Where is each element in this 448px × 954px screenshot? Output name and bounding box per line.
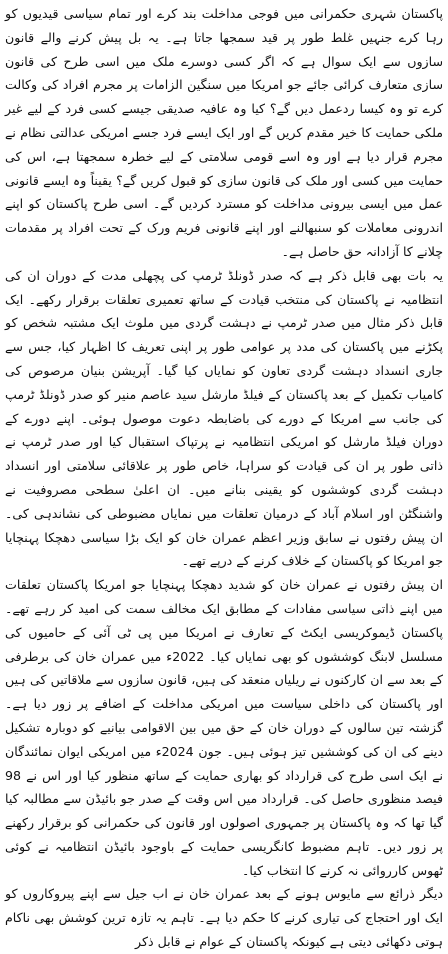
article-paragraph-1: پاکستان شہری حکمرانی میں فوجی مداخلت بند کرے اور تمام سیاسی قیدیوں کو رہا کرے جنہیں غلط طور پر قید سمجھا جاتا ہے۔ یہ بل پیش کرنے والے قانون سازوں سے ایک سوال ہے کہ اگر کسی دوسرے ملک میں اسی طرح کی قانون سازی متعارف کرائی جائے جو امریکا میں سنگین الزامات پر مجرم افراد کی وکالت کرے تو وہ کیسا ردعمل دیں گے؟ کیا وہ عافیہ صدیقی جیسے کسی فرد کے لیے غیر ملکی حمایت کا خیر مقدم کریں گے اور ایک ایسے فرد جسے امریکی عدالتی نظام نے مجرم قرار دیا ہے اور وہ اسے قومی سلامتی کے لیے خطرہ سمجھتا ہے، اس کی حمایت میں کسی اور ملک کی قانون سازی کو قبول کریں گے؟ یقیناً وہ ایسے قانونی عمل میں ایسی بیرونی مداخلت کو مسترد کردیں گے۔ اسی طرح پاکستان کو اپنے اندرونی معاملات کو سنبھالنے اور اپنے قانونی فریم ورک کے تحت افراد پر مقدمات چلانے کا آزادانہ حق حاصل ہے۔: [5, 6, 443, 259]
article-paragraph-4: دیگر ذرائع سے مایوس ہونے کے بعد عمران خان نے اب جیل سے اپنے پیروکاروں کو ایک اور احتجاج کی تیاری کرنے کا حکم دیا ہے۔ تاہم یہ تازہ ترین کوشش بھی ناکام ہوتی دکھائی دیتی ہے کیونکہ پاکستان کے عوام نے قابل ذکر: [5, 886, 443, 950]
article-paragraph-3: ان پیش رفتوں نے عمران خان کو شدید دھچکا پہنچایا جو امریکا پاکستان تعلقات میں اپنے ذاتی سیاسی مفادات کے مطابق ایک مخالف سمت کی امید کر رہے تھے۔ پاکستان ڈیموکریسی ایکٹ کے تعارف نے امریکا میں پی ٹی آئی کے حامیوں کی مسلسل لابنگ کوششوں کو بھی نمایاں کیا۔ 2022ء میں عمران خان کی برطرفی کے بعد سے ان کارکنوں نے ریلیاں منعقد کی ہیں، قانون سازوں سے ملاقاتیں کی ہیں اور پاکستان کی داخلی سیاست میں امریکی مداخلت کے اضافے پر زور دیا ہے۔ گزشتہ تین سالوں کے دوران خان کے حق میں بین الاقوامی بیانیے کو دوبارہ تشکیل دینے کی ان کی کوششیں تیز ہوئی ہیں۔ جون 2024ء میں امریکی ایوان نمائندگان نے ایک اسی طرح کی قرارداد کو بھاری حمایت کے ساتھ منظور کیا اور اس نے 98 فیصد منظوری حاصل کی۔ قرارداد میں اس وقت کے صدر جو بائیڈن سے مطالبہ کیا گیا تھا کہ وہ پاکستان پر جمہوری اصولوں اور قانون کی حکمرانی کو برقرار رکھنے پر زور دیں۔ تاہم مضبوط کانگریسی حمایت کے باوجود بائیڈن انتظامیہ نے کوئی ٹھوس کارروائی نہ کرنے کا انتخاب کیا۔: [5, 577, 444, 878]
article-paragraph-2: یہ بات بھی قابل ذکر ہے کہ صدر ڈونلڈ ٹرمپ کی پچھلی مدت کے دوران ان کی انتظامیہ نے پاکستان کی منتخب قیادت کے ساتھ تعمیری تعلقات برقرار رکھے۔ ایک قابل ذکر مثال میں صدر ٹرمپ نے دہشت گردی میں ملوث ایک مشتبہ شخص کو پکڑنے میں پاکستان کی مدد پر عوامی طور پر اپنی تعریف کا اظہار کیا، جس سے جاری انسداد دہشت گردی تعاون کو نمایاں کیا گیا۔ آپریشن بنیان مرصوص کی کامیاب تکمیل کے بعد پاکستان کے فیلڈ مارشل سید عاصم منیر کو صدر ڈونلڈ ٹرمپ کی جانب سے امریکا کے دورے کی باضابطہ دعوت موصول ہوئی۔ اپنے دورے کے دوران فیلڈ مارشل کو امریکی انتظامیہ نے پرتپاک استقبال کیا اور صدر ٹرمپ نے ذاتی طور پر ان کی قیادت کو سراہا، خاص طور پر علاقائی سلامتی اور انسداد دہشت گردی کوششوں کو یقینی بنانے میں۔ ان اعلیٰ سطحی مصروفیت نے واشنگٹن اور اسلام آباد کے درمیان تعلقات میں نمایاں مضبوطی کی نشاندہی کی۔ ان پیش رفتوں نے سابق وزیر اعظم عمران خان کو ایک بڑا سیاسی دھچکا پہنچایا جو امریکا کو پاکستان کے خلاف کرنے کے درپے تھے۔: [5, 267, 443, 569]
